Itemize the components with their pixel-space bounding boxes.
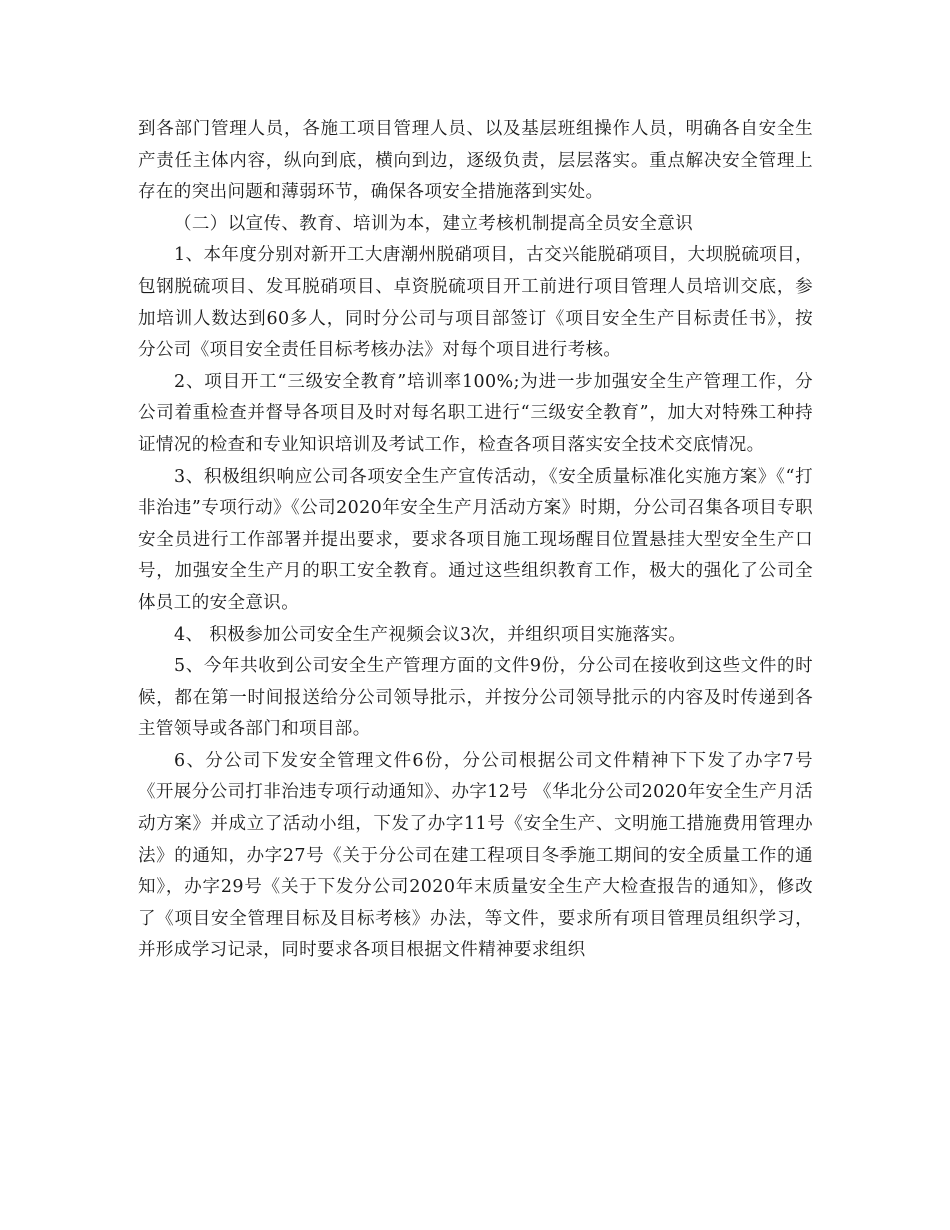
paragraph-item-6: 6、分公司下发安全管理文件6份，分公司根据公司文件精神下下发了办字7号《开展分公司打非治违专项行动通知》、办字12号 《华北分公司2020年安全生产月活动方案》并成立了活动小组，下发了办字11号《安全生产、文明施工措施费用管理办法》的通知，办字27号《关于分公司在建工程项目冬季施工期间的安全质量工作的通知》，办字29号《关于下发分公司2020年末质量安全生产大检查报告的通知》，修改了《项目安全管理目标及目标考核》办法，等文件，要求所有项目管理员组织学习，并形成学习记录，同时要求各项目根据文件精神要求组织 (138, 750, 814, 961)
paragraph-item-4: 4、 积极参加公司安全生产视频会议3次，并组织项目实施落实。 (174, 624, 687, 645)
section-heading: （二）以宣传、教育、培训为本，建立考核机制提高全员安全意识 (174, 213, 694, 234)
paragraph-item-1: 1、本年度分别对新开工大唐潮州脱硝项目，古交兴能脱硝项目，大坝脱硫项目，包钢脱硫项目、发耳脱硝项目、卓资脱硫项目开工前进行项目管理人员培训交底，参加培训人数达到60多人，同时分公司与项目部签订《项目安全生产目标责任书》，按分公司《项目安全责任目标考核办法》对每个项目进行考核。 (138, 245, 813, 361)
paragraph-item-3: 3、积极组织响应公司各项安全生产宣传活动，《安全质量标准化实施方案》《“打非治违”专项行动》《公司2020年安全生产月活动方案》时期，分公司召集各项目专职安全员进行工作部署并提出要求，要求各项目施工现场醒目位置悬挂大型安全生产口号，加强安全生产月的职工安全教育。通过这些组织教育工作，极大的强化了公司全体员工的安全意识。 (138, 466, 813, 613)
paragraph-continuation: 到各部门管理人员，各施工项目管理人员、以及基层班组操作人员，明确各自安全生产责任主体内容，纵向到底，横向到边，逐级负责，层层落实。重点解决安全管理上存在的突出问题和薄弱环节，确保各项安全措施落到实处。 (138, 119, 813, 203)
document-body (138, 114, 813, 967)
paragraph-item-5: 5、今年共收到公司安全生产管理方面的文件9份，分公司在接收到这些文件的时候，都在第一时间报送给分公司领导批示，并按分公司领导批示的内容及时传递到各主管领导或各部门和项目部。 (138, 656, 813, 740)
paragraph-item-2: 2、项目开工“三级安全教育”培训率100%;为进一步加强安全生产管理工作，分公司着重检查并督导各项目及时对每名职工进行“三级安全教育”，加大对特殊工种持证情况的检查和专业知识培训及考试工作，检查各项目落实安全技术交底情况。 (138, 371, 813, 455)
